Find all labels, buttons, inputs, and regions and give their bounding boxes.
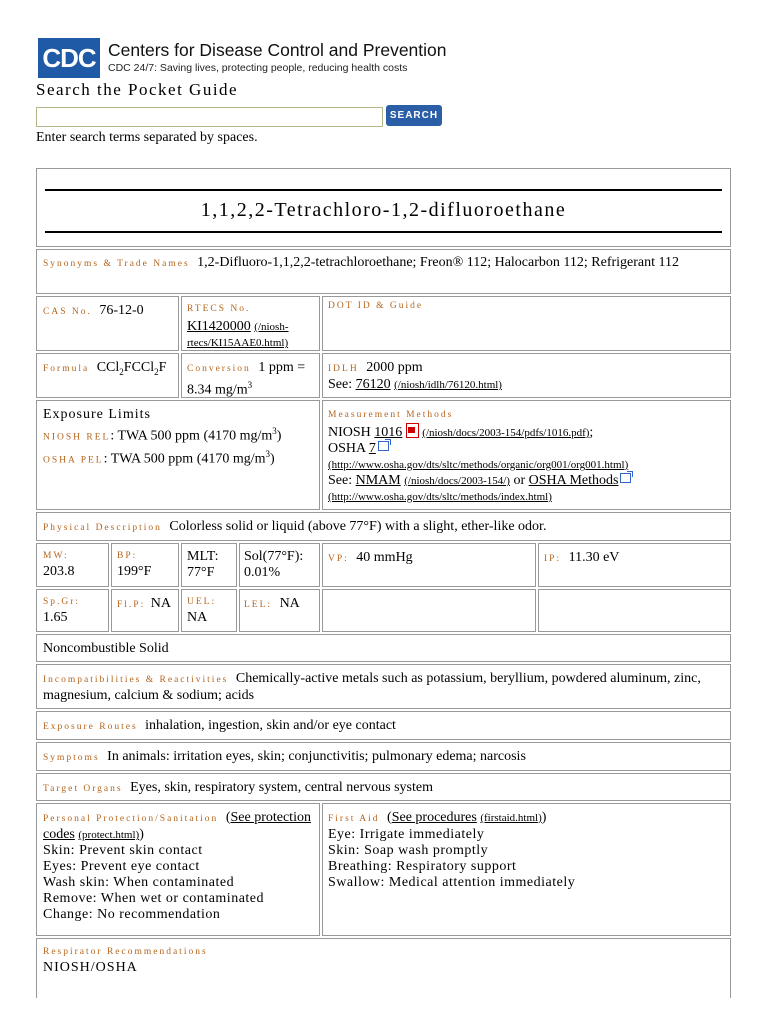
vp-cell bbox=[322, 543, 536, 587]
cas-label: CAS No. bbox=[43, 307, 92, 317]
combustibility-row bbox=[36, 634, 731, 662]
sol-cell bbox=[239, 543, 320, 587]
firstaid-item: Eye: Irrigate immediately bbox=[328, 827, 485, 842]
bp-label: BP: bbox=[117, 551, 138, 561]
cas-cell bbox=[36, 296, 179, 351]
protection-item: Remove: When wet or contaminated bbox=[43, 891, 265, 906]
chemical-name: 1,1,2,2-Tetrachloro-1,2-difluoroethane bbox=[200, 199, 567, 221]
see-label: See: bbox=[328, 473, 353, 488]
respirator-label: Respirator Recommendations bbox=[43, 947, 208, 957]
incompat-value: Chemically-active metals such as potassium, beryllium, powdered aluminum, zinc, magnesium, calcium & sodium; acids bbox=[43, 671, 701, 703]
title-rule-bottom bbox=[45, 231, 722, 233]
niosh-1016-link[interactable]: 1016 bbox=[374, 425, 403, 440]
vp-value: 40 mmHg bbox=[356, 550, 413, 565]
niosh-1016-path[interactable]: (/niosh/docs/2003-154/pdfs/1016.pdf) bbox=[422, 427, 590, 439]
empty-cell-1 bbox=[322, 589, 536, 632]
routes-row bbox=[36, 711, 731, 740]
logo-text: CDC bbox=[42, 43, 96, 73]
osha-methods-path[interactable]: (http://www.osha.gov/dts/sltc/methods/index.html) bbox=[328, 491, 552, 503]
formula-cell bbox=[36, 353, 179, 398]
mlt-label: MLT: bbox=[187, 549, 219, 564]
vp-label: VP: bbox=[328, 554, 349, 564]
firstaid-label: First Aid bbox=[328, 814, 380, 824]
flp-label: Fl.P: bbox=[117, 600, 146, 610]
org-name: Centers for Disease Control and Prevention bbox=[108, 40, 447, 60]
protection-codes-path[interactable]: (protect.html) bbox=[78, 829, 140, 841]
symptoms-row bbox=[36, 742, 731, 771]
exposure-title: Exposure Limits bbox=[43, 407, 151, 422]
idlh-label: IDLH bbox=[328, 364, 359, 374]
firstaid-item: Skin: Soap wash promptly bbox=[328, 843, 489, 858]
firstaid-cell: First Aid (See procedures (firstaid.html)) Eye: Irrigate immediately Skin: Soap wash promptly Breathing: Respiratory support Swallow: Medical attention immediately bbox=[322, 803, 731, 936]
uel-cell bbox=[181, 589, 237, 632]
org-tagline: CDC 24/7: Saving lives, protecting people, reducing health costs bbox=[108, 62, 408, 74]
rtecs-label: RTECS No. bbox=[187, 304, 251, 314]
idlh-path[interactable]: (/niosh/idlh/76120.html) bbox=[394, 379, 502, 391]
lel-label: LEL: bbox=[244, 600, 273, 610]
bp-value: 199°F bbox=[117, 564, 152, 579]
niosh-method-label: NIOSH bbox=[328, 425, 371, 440]
search-hint: Enter search terms separated by spaces. bbox=[36, 130, 258, 145]
niosh-rel-value: : TWA 500 ppm (4170 mg/m bbox=[110, 428, 273, 444]
formula-value: CCl$_2$FCCl$_2$F bbox=[96, 360, 167, 377]
physical-row bbox=[36, 512, 731, 541]
cas-value: 76-12-0 bbox=[99, 303, 144, 318]
protection-item: Eyes: Prevent eye contact bbox=[43, 859, 200, 874]
measurement-label: Measurement Methods bbox=[328, 410, 454, 420]
search-button-label: SEARCH bbox=[389, 110, 439, 121]
search-button[interactable] bbox=[386, 105, 442, 126]
mw-cell bbox=[36, 543, 109, 587]
external-link-icon bbox=[620, 473, 631, 483]
respirator-value: NIOSH/OSHA bbox=[43, 960, 138, 975]
spgr-value: 1.65 bbox=[43, 610, 68, 625]
chemical-title-box bbox=[36, 168, 731, 247]
empty-cell-2 bbox=[538, 589, 731, 632]
protection-label: Personal Protection/Sanitation bbox=[43, 814, 219, 824]
rtecs-path[interactable]: (/niosh-rtecs/KI15AAE0.html) bbox=[187, 321, 289, 349]
lel-cell bbox=[239, 589, 320, 632]
osha-7-path[interactable]: (http://www.osha.gov/dts/sltc/methods/organic/org001/org001.html) bbox=[328, 459, 629, 471]
mlt-cell bbox=[181, 543, 237, 587]
rtecs-cell bbox=[181, 296, 320, 351]
firstaid-procedures-link[interactable]: See procedures bbox=[391, 810, 477, 825]
spgr-cell bbox=[36, 589, 109, 632]
nmam-link[interactable]: NMAM bbox=[355, 473, 401, 488]
protection-item: Change: No recommendation bbox=[43, 907, 221, 922]
physical-label: Physical Description bbox=[43, 523, 162, 533]
sol-value: 0.01% bbox=[244, 565, 281, 580]
uel-value: NA bbox=[187, 610, 208, 625]
search-input[interactable] bbox=[36, 107, 383, 127]
protection-item: Skin: Prevent skin contact bbox=[43, 843, 203, 858]
incompat-label: Incompatibilities & Reactivities bbox=[43, 675, 229, 685]
sol-label: Sol(77°F): bbox=[244, 549, 304, 564]
dot-cell bbox=[322, 296, 731, 351]
firstaid-item: Swallow: Medical attention immediately bbox=[328, 875, 576, 890]
idlh-link[interactable]: 76120 bbox=[355, 377, 391, 392]
idlh-cell bbox=[322, 353, 731, 398]
osha-methods-link[interactable]: OSHA Methods bbox=[528, 473, 619, 488]
osha-pel-label: OSHA PEL bbox=[43, 455, 104, 466]
symptoms-label: Symptoms bbox=[43, 753, 100, 763]
protection-cell: Personal Protection/Sanitation (See protection codes (protect.html)) Skin: Prevent skin contact Eyes: Prevent eye contact Wash skin: When contaminated Remove: When wet or contaminated Change: No recommendation bbox=[36, 803, 320, 936]
osha-pel-value: : TWA 500 ppm (4170 mg/m bbox=[103, 451, 266, 467]
synonyms-row bbox=[36, 249, 731, 294]
spgr-label: Sp.Gr: bbox=[43, 597, 81, 607]
conversion-line1: 1 ppm = bbox=[258, 360, 306, 375]
symptoms-value: In animals: irritation eyes, skin; conjunctivitis; pulmonary edema; narcosis bbox=[107, 749, 526, 764]
ip-label: IP: bbox=[544, 554, 562, 564]
physical-value: Colorless solid or liquid (above 77°F) with a slight, ether-like odor. bbox=[169, 519, 547, 534]
conversion-label: Conversion bbox=[187, 364, 251, 374]
measurement-cell: Measurement Methods NIOSH 1016 (/niosh/docs/2003-154/pdfs/1016.pdf); OSHA 7 (http://www.osha.gov/dts/sltc/methods/organic/org001/org001.html) See: NMAM (/niosh/docs/2003-154/) or OSHA Methods (http://www.osha.gov/dts/sltc/methods/index.html) bbox=[322, 400, 731, 510]
osha-method-label: OSHA bbox=[328, 441, 366, 456]
dot-label: DOT ID & Guide bbox=[328, 301, 424, 311]
pdf-icon bbox=[406, 423, 419, 438]
protection-codes-link[interactable]: See protection codes bbox=[43, 810, 311, 842]
conversion-cell: Conversion 1 ppm = 8.34 $mg/m^3$ bbox=[181, 353, 320, 398]
external-link-icon bbox=[378, 441, 389, 451]
mlt-value: 77°F bbox=[187, 565, 215, 580]
firstaid-item: Breathing: Respiratory support bbox=[328, 859, 517, 874]
search-title: Search the Pocket Guide bbox=[36, 80, 239, 99]
idlh-see: See: bbox=[328, 377, 353, 392]
idlh-value: 2000 ppm bbox=[366, 360, 423, 375]
ip-value: 11.30 eV bbox=[568, 550, 620, 565]
firstaid-procedures-path[interactable]: (firstaid.html) bbox=[480, 812, 542, 824]
formula-label: Formula bbox=[43, 364, 90, 374]
uel-label: UEL: bbox=[187, 597, 217, 607]
cdc-logo[interactable] bbox=[38, 38, 100, 78]
exposure-cell: Exposure Limits NIOSH REL: TWA 500 ppm (4170 $mg/m^3$) OSHA PEL: TWA 500 ppm (4170 $mg/m^3$) bbox=[36, 400, 320, 510]
routes-label: Exposure Routes bbox=[43, 722, 138, 732]
synonyms-value: 1,2-Difluoro-1,1,2,2-tetrachloroethane; Freon® 112; Halocarbon 112; Refrigerant 112 bbox=[197, 255, 679, 270]
target-label: Target Organs bbox=[43, 784, 123, 794]
synonyms-label: Synonyms & Trade Names bbox=[43, 259, 190, 269]
protection-item: Wash skin: When contaminated bbox=[43, 875, 235, 890]
mw-value: 203.8 bbox=[43, 564, 75, 579]
title-rule-top bbox=[45, 189, 722, 191]
combustibility-value: Noncombustible Solid bbox=[43, 641, 169, 656]
flp-value: NA bbox=[150, 596, 171, 611]
target-value: Eyes, skin, respiratory system, central nervous system bbox=[130, 780, 433, 795]
target-row bbox=[36, 773, 731, 801]
mw-label: MW: bbox=[43, 551, 69, 561]
incompat-row bbox=[36, 664, 731, 709]
rtecs-link[interactable]: KI1420000 bbox=[187, 319, 251, 334]
conversion-line2: 8.34 mg/m bbox=[187, 382, 248, 398]
bp-cell bbox=[111, 543, 179, 587]
ip-cell bbox=[538, 543, 731, 587]
flp-cell bbox=[111, 589, 179, 632]
routes-value: inhalation, ingestion, skin and/or eye contact bbox=[145, 718, 396, 733]
nmam-path[interactable]: (/niosh/docs/2003-154/) bbox=[404, 475, 510, 487]
niosh-rel-label: NIOSH REL bbox=[43, 432, 111, 443]
respirator-row bbox=[36, 938, 731, 998]
osha-7-link[interactable]: 7 bbox=[368, 441, 376, 456]
lel-value: NA bbox=[279, 596, 300, 611]
